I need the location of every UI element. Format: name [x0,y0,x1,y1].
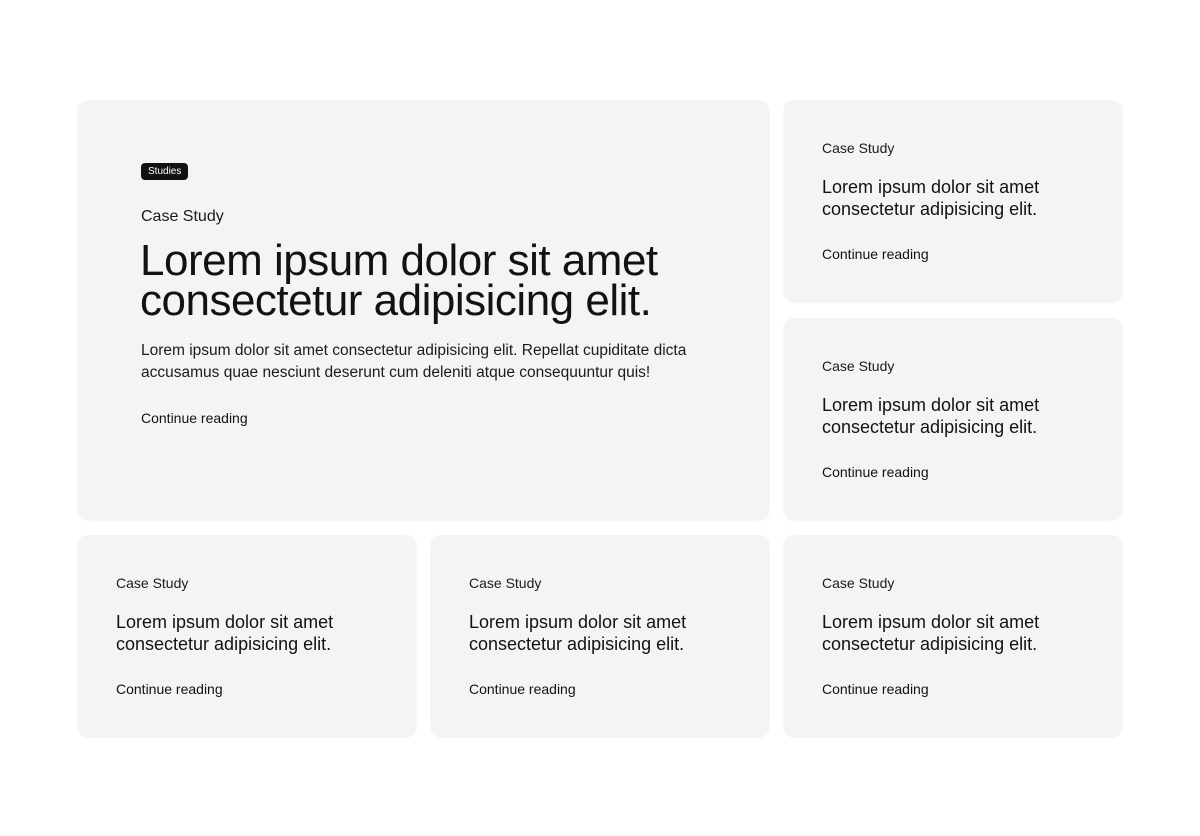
continue-reading-link[interactable]: Continue reading [116,681,223,697]
continue-reading-link[interactable]: Continue reading [469,681,576,697]
case-study-title: Lorem ipsum dolor sit amet consectetur adipisicing elit. [116,612,334,654]
case-study-card [431,535,769,736]
case-study-eyebrow: Case Study [469,575,542,591]
case-study-eyebrow: Case Study [822,575,895,591]
case-study-title: Lorem ipsum dolor sit amet consectetur adipisicing elit. [822,395,1040,437]
case-study-title: Lorem ipsum dolor sit amet consectetur adipisicing elit. [822,177,1040,219]
featured-title: Lorem ipsum dolor sit amet consectetur adipisicing elit. [140,236,658,325]
continue-reading-link[interactable]: Continue reading [822,681,929,697]
case-study-card [78,535,416,736]
category-badge: Studies [141,163,188,180]
case-study-eyebrow: Case Study [141,208,224,225]
case-study-grid [78,100,1122,736]
case-study-title: Lorem ipsum dolor sit amet consectetur adipisicing elit. [822,612,1040,654]
featured-description: Lorem ipsum dolor sit amet consectetur adipisicing elit. Repellat cupiditate dicta accusamus quae nesciunt deserunt cum deleniti atque consequuntur quis! [141,342,687,381]
case-study-eyebrow: Case Study [822,140,895,156]
featured-case-study-card [78,100,769,519]
continue-reading-link[interactable]: Continue reading [141,410,248,426]
case-study-eyebrow: Case Study [822,358,895,374]
case-study-card [784,100,1122,301]
case-study-card [784,535,1122,736]
case-study-eyebrow: Case Study [116,575,189,591]
continue-reading-link[interactable]: Continue reading [822,246,929,262]
case-study-card [784,318,1122,519]
case-study-title: Lorem ipsum dolor sit amet consectetur adipisicing elit. [469,612,687,654]
continue-reading-link[interactable]: Continue reading [822,464,929,480]
